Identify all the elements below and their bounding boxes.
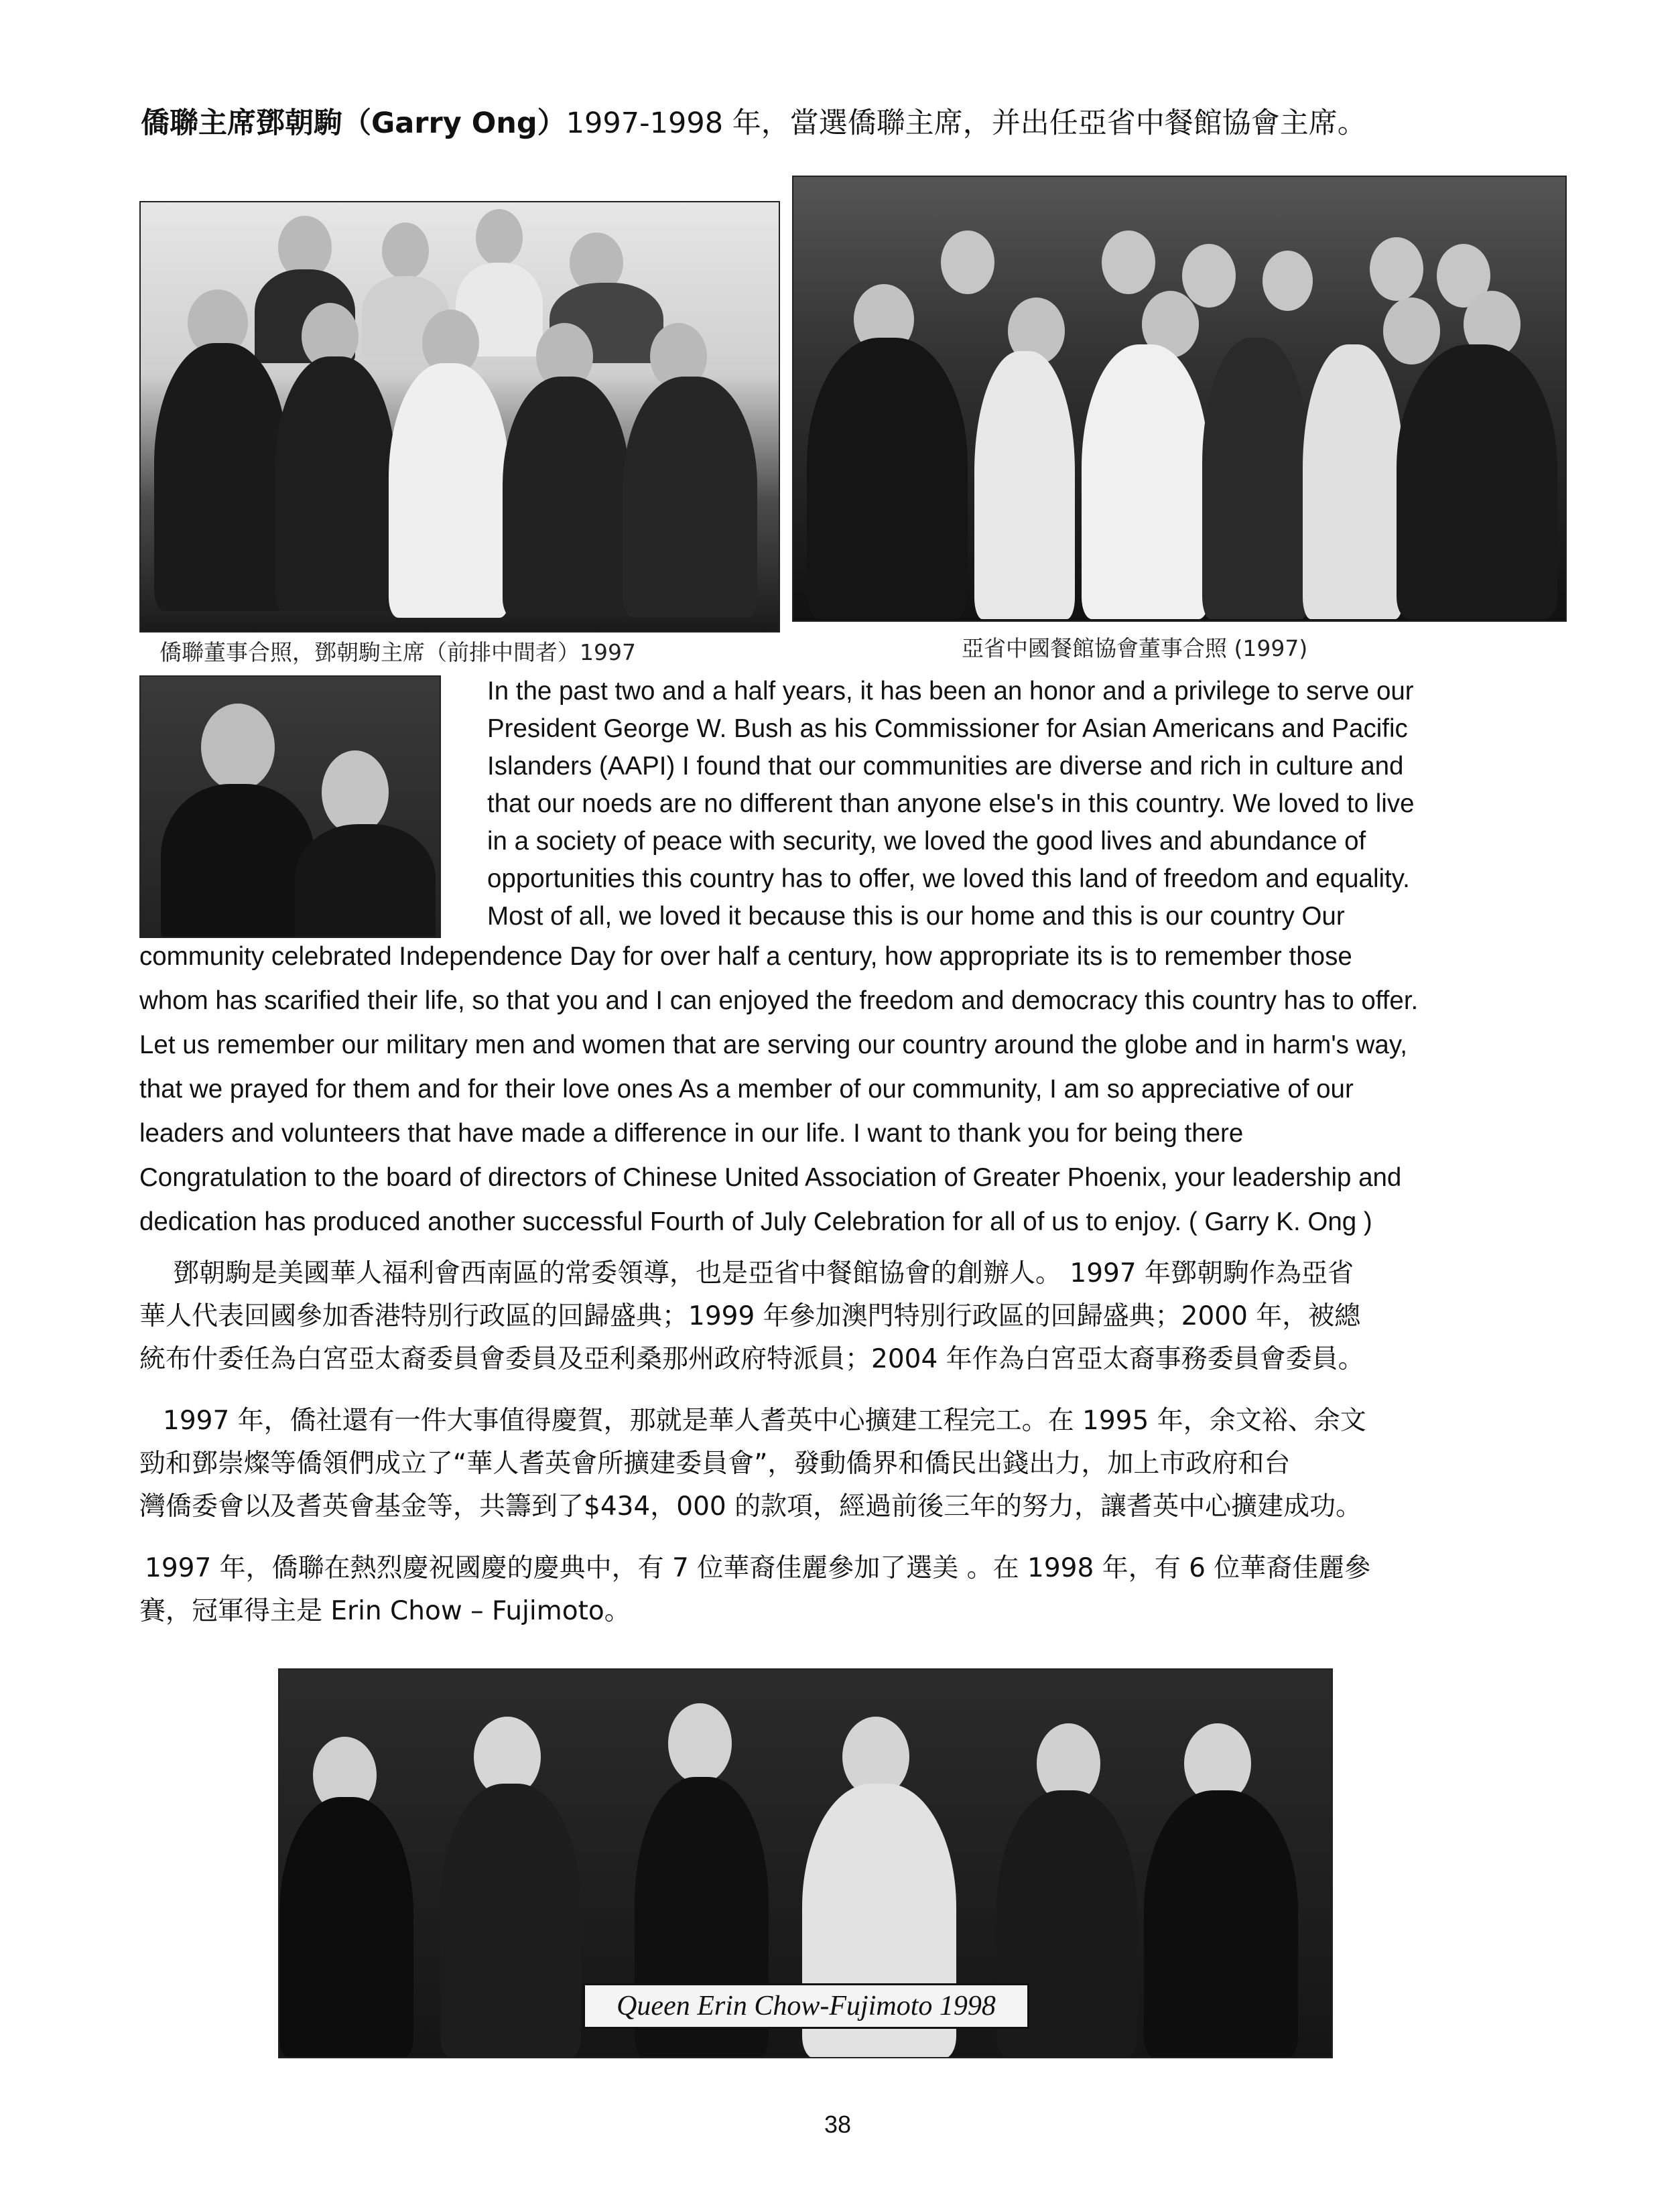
- page-heading: [141, 101, 1366, 141]
- heading-text: 1997-1998 年，當選僑聯主席，并出任亞省中餐館協會主席。: [566, 107, 1366, 140]
- paragraph-line: 勁和鄧崇燦等僑領們成立了“華人耆英會所擴建委員會”，發動僑界和僑民出錢出力，加上市政府和台: [139, 1449, 1291, 1479]
- paragraph-line: that our noeds are no different than anyone else's in this country. We loved to live: [487, 789, 1415, 818]
- board-group-photo: [139, 201, 780, 633]
- paragraph-line: 統布什委任為白宮亞太裔委員會委員及亞利桑那州政府特派員；2004 年作為白宮亞太裔事務委員會委員。: [139, 1344, 1364, 1374]
- paragraph-line: 華人代表回國參加香港特別行政區的回歸盛典；1999 年參加澳門特別行政區的回歸盛典；2000 年，被總: [139, 1301, 1361, 1331]
- restaurant-association-photo: [792, 176, 1567, 622]
- paragraph-line: Most of all, we loved it because this is our home and this is our country Our: [487, 902, 1345, 931]
- paragraph-line: whom has scarified their life, so that you and I can enjoyed the freedom and democracy this country has to offer.: [139, 986, 1419, 1015]
- paragraph-line: 1997 年，僑社還有一件大事值得慶賀，那就是華人耆英中心擴建工程完工。在 1995 年，余文裕、余文: [163, 1406, 1366, 1436]
- pageant-banner: Queen Erin Chow-Fujimoto 1998: [583, 1983, 1029, 2029]
- bush-portrait-photo: [139, 675, 441, 938]
- paragraph-line: President George W. Bush as his Commissioner for Asian Americans and Pacific: [487, 714, 1408, 743]
- paragraph-line: leaders and volunteers that have made a difference in our life. I want to thank you for being there: [139, 1119, 1244, 1148]
- paragraph-line: In the past two and a half years, it has been an honor and a privilege to serve our: [487, 677, 1414, 706]
- paragraph-line: in a society of peace with security, we loved the good lives and abundance of: [487, 827, 1366, 856]
- paragraph-line: 鄧朝駒是美國華人福利會西南區的常委領導，也是亞省中餐館協會的創辦人。 1997 年鄧朝駒作為亞省: [173, 1258, 1354, 1288]
- paragraph-line: Let us remember our military men and women that are serving our country around the globe and in harm's way,: [139, 1031, 1407, 1059]
- page-number: 38: [824, 2111, 852, 2138]
- paragraph-line: 灣僑委會以及耆英會基金等，共籌到了$434，000 的款項，經過前後三年的努力，讓耆英中心擴建成功。: [139, 1491, 1362, 1522]
- paragraph-line: community celebrated Independence Day for over half a century, how appropriate its is to remember those: [139, 942, 1352, 971]
- paragraph-line: Islanders (AAPI) I found that our communities are diverse and rich in culture and: [487, 752, 1404, 781]
- paragraph-line: Congratulation to the board of directors of Chinese United Association of Greater Phoenix, your leadership and: [139, 1163, 1402, 1192]
- board-photo-caption: 僑聯董事合照，鄧朝駒主席（前排中間者）1997: [159, 639, 636, 665]
- paragraph-line: 賽，冠軍得主是 Erin Chow – Fujimoto。: [139, 1596, 631, 1626]
- paragraph-line: dedication has produced another successful Fourth of July Celebration for all of us to enjoy. ( Garry K. Ong ): [139, 1207, 1372, 1236]
- heading-name: 僑聯主席鄧朝駒（Garry Ong）: [141, 107, 566, 140]
- paragraph-line: 1997 年，僑聯在熱烈慶祝國慶的慶典中，有 7 位華裔佳麗參加了選美 。在 1998 年，有 6 位華裔佳麗參: [145, 1553, 1371, 1583]
- paragraph-line: opportunities this country has to offer, we loved this land of freedom and equality.: [487, 864, 1410, 893]
- restaurant-photo-caption: 亞省中國餐館協會董事合照 (1997): [962, 635, 1308, 661]
- paragraph-line: that we prayed for them and for their love ones As a member of our community, I am so appreciative of our: [139, 1075, 1354, 1104]
